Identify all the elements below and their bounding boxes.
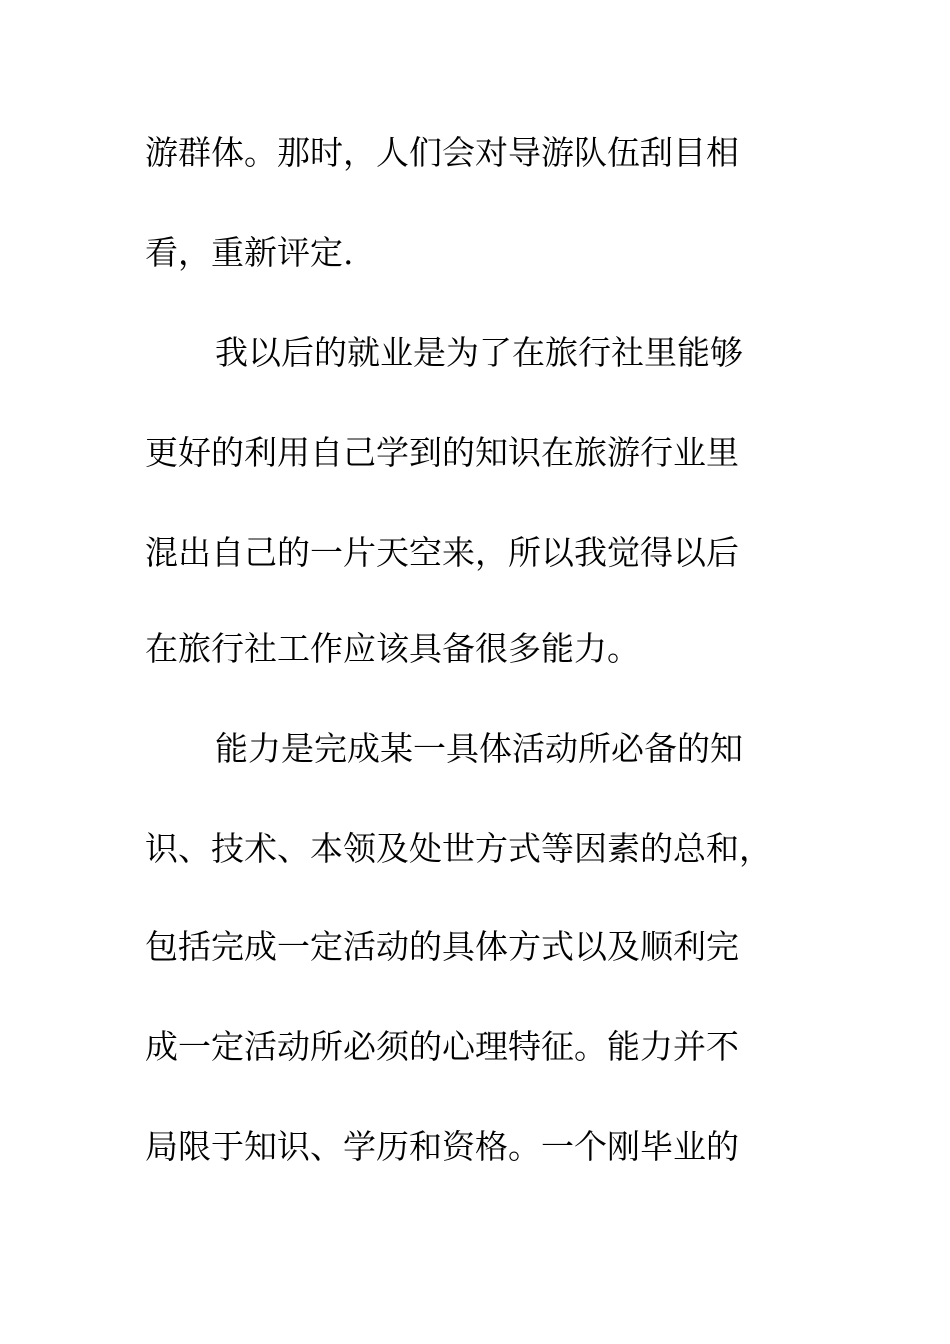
text-line: 包括完成一定活动的具体方式以及顺利完 bbox=[145, 927, 739, 966]
paragraph-first-line: 我以后的就业是为了在旅行社里能够 bbox=[215, 333, 743, 372]
text-line: 看，重新评定. bbox=[145, 233, 354, 272]
text-line: 在旅行社工作应该具备很多能力。 bbox=[145, 629, 640, 668]
paragraph-first-line: 能力是完成某一具体活动所必备的知 bbox=[215, 729, 743, 768]
text-line: 局限于知识、学历和资格。一个刚毕业的 bbox=[145, 1127, 739, 1166]
text-line: 识、技术、本领及处世方式等因素的总和， bbox=[145, 829, 772, 868]
text-line: 混出自己的一片天空来，所以我觉得以后 bbox=[145, 533, 739, 572]
text-line: 更好的利用自己学到的知识在旅游行业里 bbox=[145, 433, 739, 472]
text-line: 成一定活动所必须的心理特征。能力并不 bbox=[145, 1027, 739, 1066]
text-line: 游群体。那时，人们会对导游队伍刮目相 bbox=[145, 133, 739, 172]
